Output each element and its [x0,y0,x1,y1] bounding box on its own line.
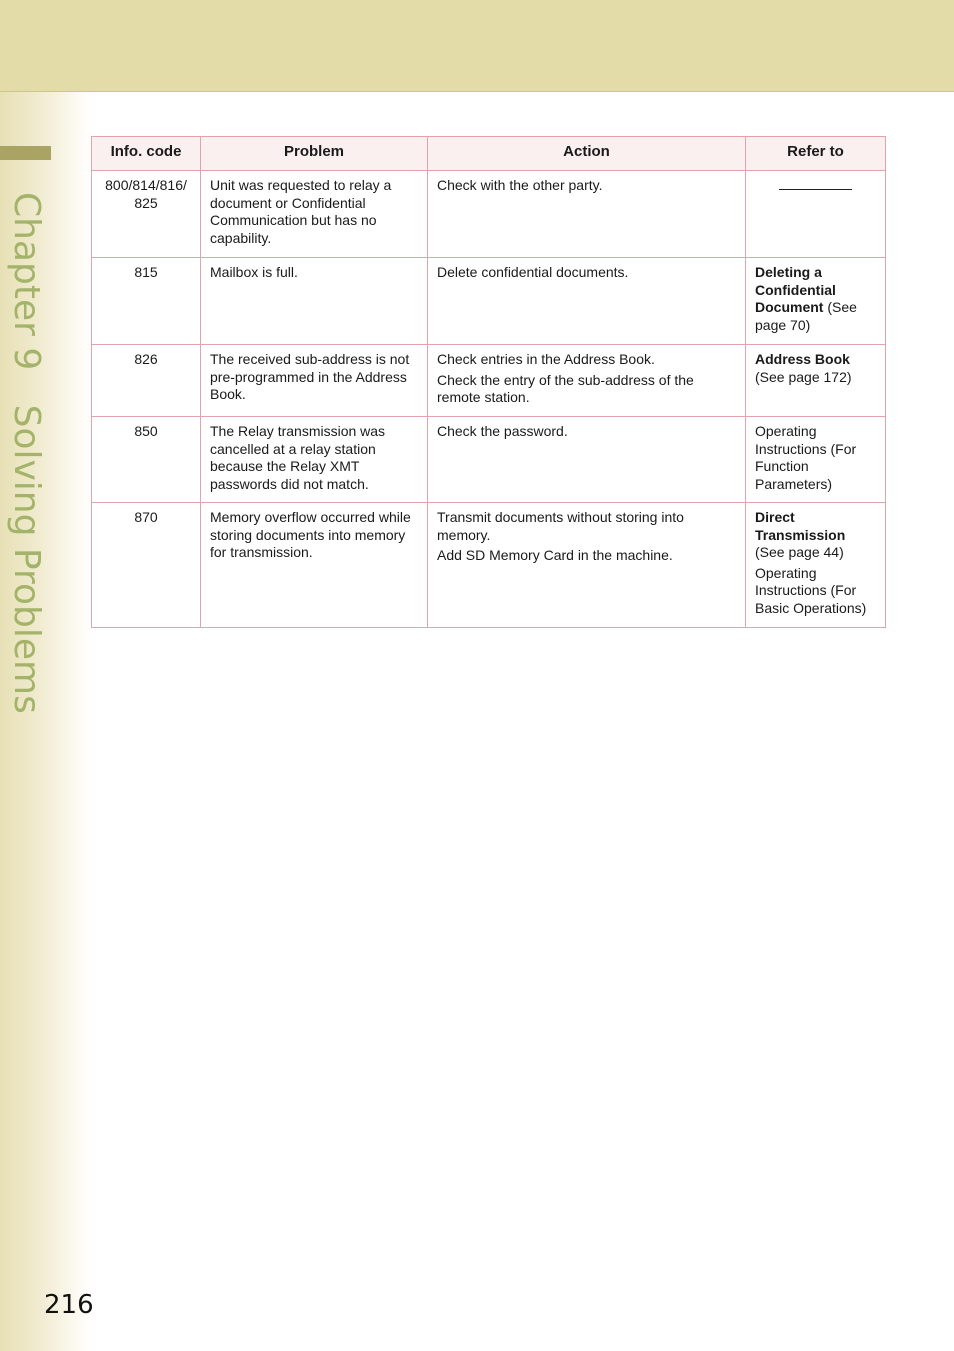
action-cell [428,345,746,417]
refer-to-cell [746,503,886,628]
problem-cell: Mailbox is full. [201,258,428,345]
page-number: 216 [44,1290,94,1320]
info-code-cell: 815 [92,258,201,345]
column-header-action: Action [428,137,746,171]
action-text: Check entries in the Address Book. [437,351,655,367]
action-text: Transmit documents without storing into memory. [437,509,684,543]
refer-to-cell [746,258,886,345]
header-band [0,0,954,92]
refer-to-cell [746,171,886,258]
info-code-cell: 826 [92,345,201,417]
refer-to-cell [746,417,886,503]
refer-to-cell [746,345,886,417]
problem-cell: Memory overflow occurred while storing documents into memory for transmission. [201,503,428,628]
column-header-problem: Problem [201,137,428,171]
table-row [92,345,886,417]
action-text: Check the password. [437,423,568,439]
action-cell [428,417,746,503]
action-text: Delete confidential documents. [437,264,629,280]
table-row [92,417,886,503]
info-code-table [91,136,886,628]
chapter-label: Chapter 9 Solving Problems [6,192,47,714]
action-text: Check the entry of the sub-address of the remote station. [437,371,694,405]
refer-to-page: (See page 70) [755,299,857,333]
refer-to-link[interactable]: Direct Transmission [755,509,846,543]
action-text: Check with the other party. [437,177,603,193]
problem-cell: Unit was requested to relay a document or Confidential Communication but has no capability. [201,171,428,258]
info-code-cell: 850 [92,417,201,503]
refer-to-text: Operating Instructions (For Function Parameters) [755,423,857,492]
table-header-row [92,137,886,171]
info-code-cell: 870 [92,503,201,628]
column-header-info-code: Info. code [92,137,201,171]
not-applicable-line [779,189,852,190]
action-cell [428,171,746,258]
table-row [92,258,886,345]
refer-to-link[interactable]: Address Book [755,351,850,367]
problem-cell: The received sub-address is not pre-programmed in the Address Book. [201,345,428,417]
chapter-tab-marker [0,146,51,160]
problem-cell: The Relay transmission was cancelled at a relay station because the Relay XMT passwords did not match. [201,417,428,503]
action-text: Add SD Memory Card in the machine. [437,547,673,563]
info-code-text: 800/814/816/ 825 [105,177,187,211]
action-cell [428,258,746,345]
refer-to-link[interactable]: Deleting a Confidential Document [755,264,836,315]
column-header-refer-to: Refer to [746,137,886,171]
refer-to-page: (See page 172) [755,368,852,385]
refer-to-text: Operating Instructions (For Basic Operations) [755,564,867,616]
action-cell [428,503,746,628]
table-row [92,503,886,628]
info-code-cell [92,171,201,258]
refer-to-page: (See page 44) [755,544,844,560]
table-row [92,171,886,258]
